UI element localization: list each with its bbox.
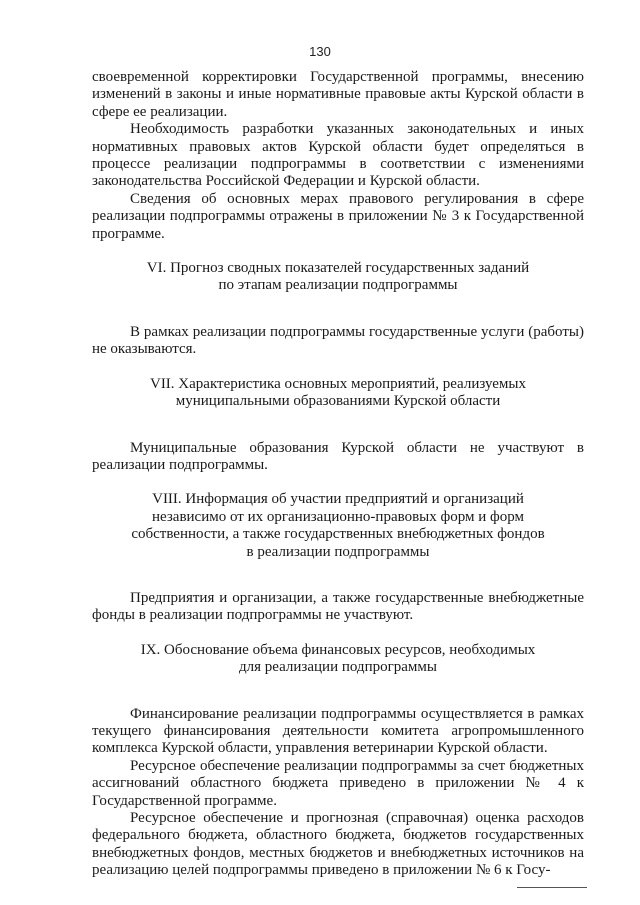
paragraph: В рамках реализации подпрограммы государственные услуги (работы) не оказываются. xyxy=(92,323,584,358)
section-heading-vi: VI. Прогноз сводных показателей государственных заданий по этапам реализации подпрограммы xyxy=(146,260,530,294)
paragraph: Необходимость разработки указанных законодательных и иных нормативных правовых актов Курской области будет определяться в процессе реализации подпрограммы в соответствии с изменениями законодательства Российской Федерации и Курской области. xyxy=(92,121,584,190)
paragraph: своевременной корректировки Государственной программы, внесению изменений в законы и иные нормативные правовые акты Курской области в сфере ее реализации. xyxy=(92,69,584,120)
paragraph: Муниципальные образования Курской области не участвуют в реализации подпрограммы. xyxy=(92,439,584,473)
paragraph: Финансирование реализации подпрограммы осуществляется в рамках текущего финансирования деятельности комитета агропромышленного комплекса Курской области, управления ветеринарии Курской области. xyxy=(92,705,584,757)
section-heading-ix: IX. Обоснование объема финансовых ресурсов, необходимых для реализации подпрограммы xyxy=(140,641,536,676)
paragraph: Ресурсное обеспечение реализации подпрограммы за счет бюджетных ассигнований областного бюджета приведено в приложении № 4 к Государственной программе. xyxy=(92,757,584,809)
page-number: 130 xyxy=(309,44,331,59)
section-heading-vii: VII. Характеристика основных мероприятий, реализуемых муниципальными образованиями Курской области xyxy=(149,375,526,410)
document-body xyxy=(92,69,584,880)
section-heading-viii: VIII. Информация об участии предприятий и организаций независимо от их организационно-правовых форм и форм собственности, а также государственных внебюджетных фондов в реализации подпрограммы xyxy=(131,491,545,560)
paragraph: Сведения об основных мерах правового регулирования в сфере реализации подпрограммы отражены в приложении № 3 к Государственной программе. xyxy=(92,190,584,242)
footer-rule xyxy=(517,887,587,888)
paragraph: Предприятия и организации, а также государственные внебюджетные фонды в реализации подпрограммы не участвуют. xyxy=(92,589,584,624)
paragraph: Ресурсное обеспечение и прогнозная (справочная) оценка расходов федерального бюджета, областного бюджета, бюджетов государственных внебюджетных фондов, местных бюджетов и внебюджетных источников на реализацию целей подпрограммы приведено в приложении № 6 к Госу- xyxy=(92,810,584,879)
